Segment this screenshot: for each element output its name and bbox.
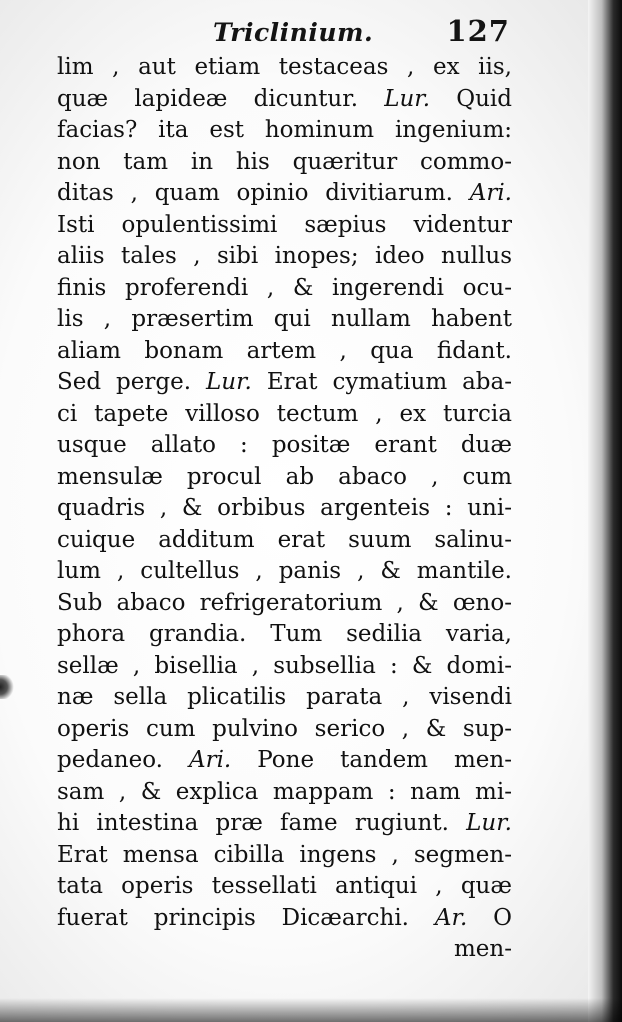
text-line: mensulæ procul ab abaco , cum bbox=[57, 463, 512, 490]
speaker-abbreviation: Ari. bbox=[469, 180, 512, 206]
text-line: lis , præsertim qui nullam habent bbox=[57, 306, 512, 332]
page-number: 127 bbox=[446, 14, 510, 48]
page-header bbox=[55, 14, 510, 50]
text-line: aliis tales , sibi inopes; ideo nullus bbox=[57, 243, 512, 269]
text-line: hi intestina præ fame rugiunt. Lur. bbox=[57, 810, 512, 836]
speaker-abbreviation: Lur. bbox=[466, 810, 512, 836]
text-line: Isti opulentissimi sæpius videntur bbox=[57, 211, 512, 238]
text-line: Sub abaco refrigeratorium , & œno- bbox=[57, 589, 512, 616]
text-line: lim , aut etiam testaceas , ex iis, bbox=[57, 54, 512, 80]
text-line: usque allato : positæ erant duæ bbox=[57, 432, 512, 458]
page-bottom-shadow bbox=[0, 998, 622, 1022]
text-line: operis cum pulvino serico , & sup- bbox=[57, 715, 512, 742]
text-line: quæ lapideæ dicuntur. Lur. Quid bbox=[57, 85, 513, 112]
speaker-abbreviation: Lur. bbox=[205, 369, 252, 395]
text-line: fuerat principis Dicæarchi. Ar. O bbox=[57, 904, 512, 931]
text-line: lum , cultellus , panis , & mantile. bbox=[57, 558, 512, 584]
speaker-abbreviation: Ar. bbox=[434, 904, 468, 931]
text-line: pedaneo. Ari. Pone tandem men- bbox=[57, 747, 513, 773]
running-head: Triclinium. bbox=[213, 18, 374, 47]
text-line: tata operis tessellati antiqui , quæ bbox=[57, 873, 512, 899]
text-line: non tam in his quæritur commo- bbox=[57, 148, 512, 175]
text-line: aliam bonam artem , qua fidant. bbox=[57, 337, 512, 364]
text-line: phora grandia. Tum sedilia varia, bbox=[57, 621, 512, 647]
text-line: cuique additum erat suum salinu- bbox=[57, 526, 512, 553]
text-line: Erat mensa cibilla ingens , segmen- bbox=[57, 841, 512, 868]
text-line: finis proferendi , & ingerendi ocu- bbox=[57, 274, 512, 301]
body-text bbox=[57, 52, 512, 966]
page-edge-stain bbox=[0, 675, 14, 699]
speaker-abbreviation: Lur. bbox=[384, 85, 431, 112]
text-line: næ sella plicatilis parata , visendi bbox=[57, 684, 512, 710]
text-line: sellæ , bisellia , subsellia : & domi- bbox=[57, 652, 512, 679]
text-line: ci tapete villoso tectum , ex turcia bbox=[57, 400, 512, 427]
text-line: facias? ita est hominum ingenium: bbox=[57, 117, 512, 143]
speaker-abbreviation: Ari. bbox=[188, 747, 232, 773]
text-line: men- bbox=[453, 936, 512, 962]
text-line: Sed perge. Lur. Erat cymatium aba- bbox=[57, 369, 513, 395]
text-line: ditas , quam opinio divitiarum. Ari. bbox=[57, 180, 512, 206]
text-line: quadris , & orbibus argenteis : uni- bbox=[57, 495, 512, 521]
text-line: sam , & explica mappam : nam mi- bbox=[57, 778, 512, 805]
page-gutter-shadow bbox=[588, 0, 622, 1022]
